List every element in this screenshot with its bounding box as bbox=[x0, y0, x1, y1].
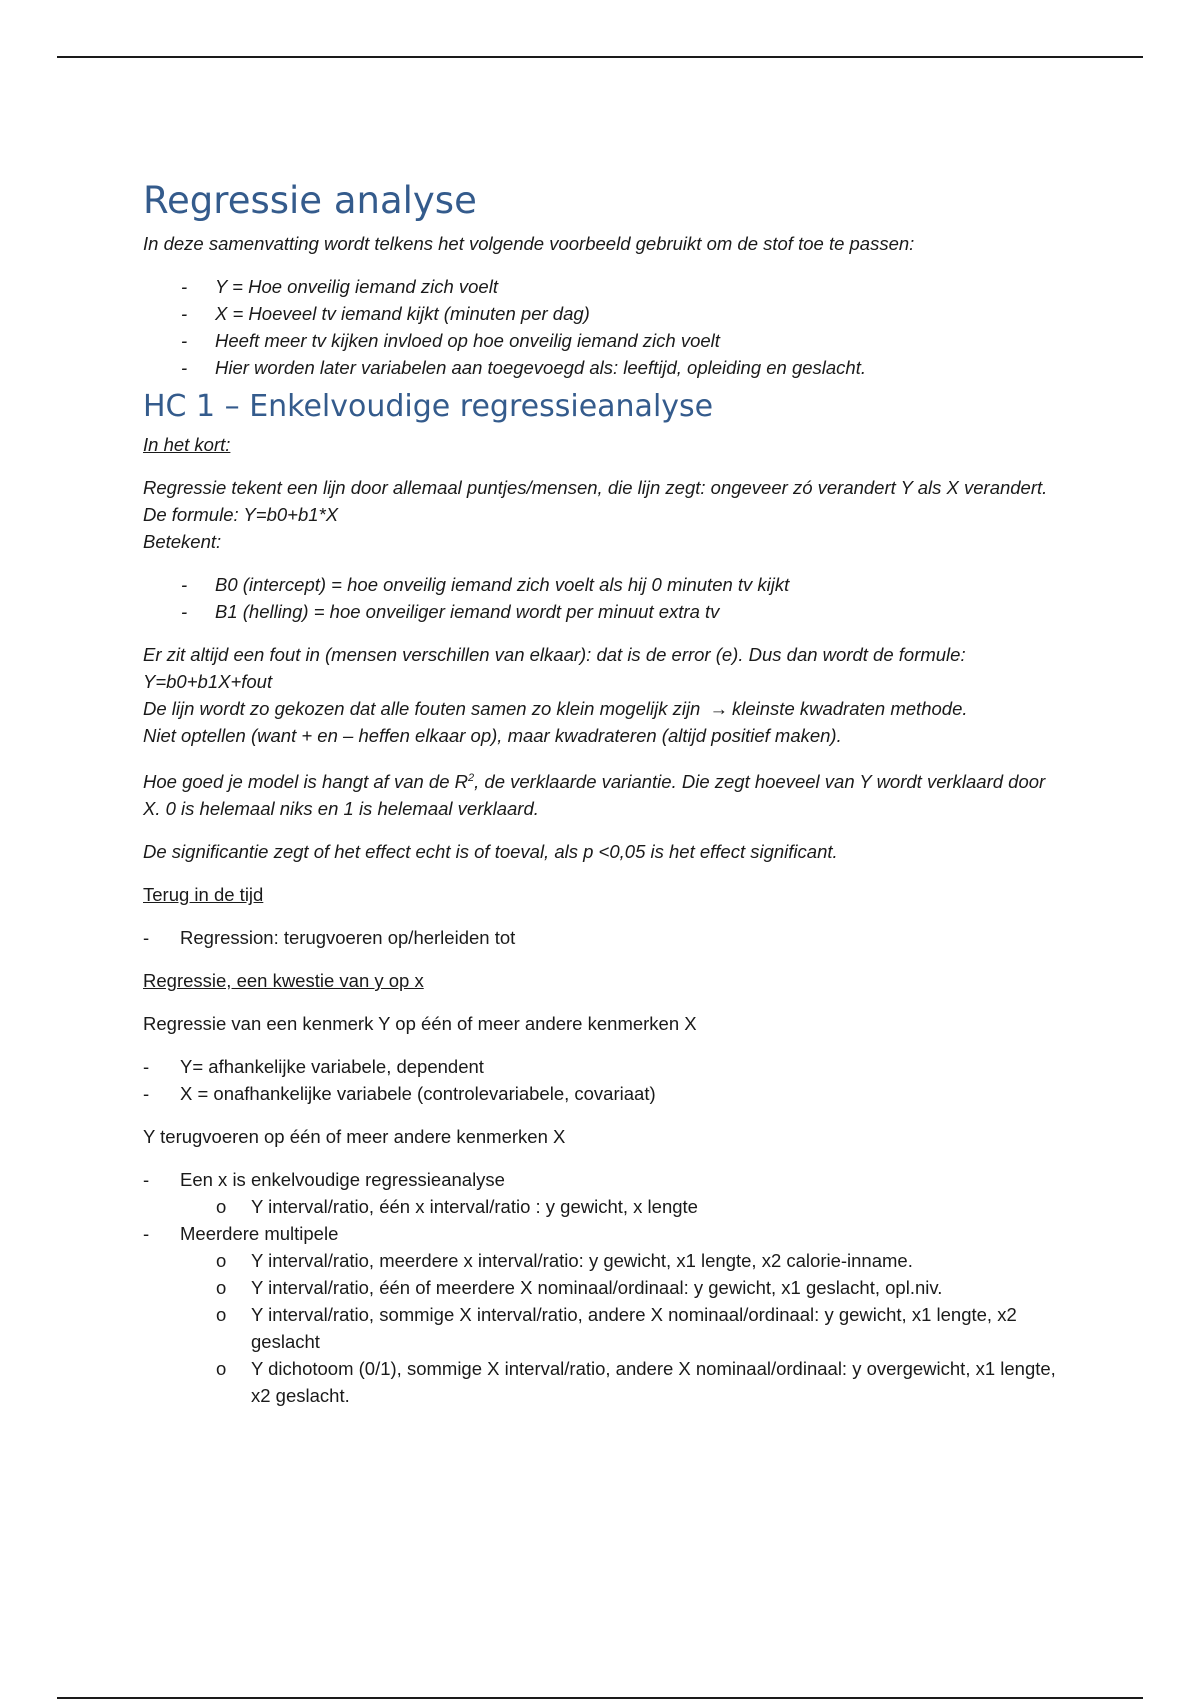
list-item: - Y= afhankelijke variabele, dependent bbox=[143, 1053, 1063, 1080]
arrow-right-icon: → bbox=[709, 698, 728, 719]
analysis-types-list-2 bbox=[143, 1220, 1063, 1247]
enkel-sublist bbox=[143, 1193, 1063, 1220]
footer-rule bbox=[57, 1697, 1143, 1699]
sub-list-item: o Y interval/ratio, één x interval/ratio : y gewicht, x lengte bbox=[143, 1193, 1063, 1220]
list-item: - B1 (helling) = hoe onveiliger iemand wordt per minuut extra tv bbox=[143, 598, 1063, 625]
header-rule bbox=[57, 56, 1143, 58]
list-item: - Regression: terugvoeren op/herleiden tot bbox=[143, 924, 1063, 951]
section-heading-hc1: HC 1 – Enkelvoudige regressieanalyse bbox=[143, 389, 714, 424]
terugvoeren-paragraph: Y terugvoeren op één of meer andere kenmerken X bbox=[143, 1126, 566, 1148]
list-item: - Meerdere multipele bbox=[143, 1220, 1063, 1247]
terug-list bbox=[143, 924, 1063, 951]
analysis-types-list bbox=[143, 1166, 1063, 1193]
error-formula: Y=b0+b1X+fout bbox=[143, 671, 273, 692]
document-page bbox=[143, 178, 1063, 1409]
kwestie-list bbox=[143, 1053, 1063, 1107]
example-list bbox=[143, 273, 1063, 381]
list-item: - Hier worden later variabelen aan toegevoegd als: leeftijd, opleiding en geslacht. bbox=[143, 354, 1063, 381]
list-item: - Y = Hoe onveilig iemand zich voelt bbox=[143, 273, 1063, 300]
kwestie-label: Regressie, een kwestie van y op x bbox=[143, 970, 424, 992]
terug-label: Terug in de tijd bbox=[143, 884, 264, 906]
multi-sublist bbox=[143, 1247, 1063, 1409]
intro-paragraph: In deze samenvatting wordt telkens het volgende voorbeeld gebruikt om de stof toe te passen: bbox=[143, 233, 915, 254]
sub-list-item: o Y interval/ratio, sommige X interval/ratio, andere X nominaal/ordinaal: y gewicht, x1 lengte, x2 geslacht bbox=[143, 1301, 1063, 1355]
betekent-list bbox=[143, 571, 1063, 625]
list-item: - Heeft meer tv kijken invloed op hoe onveilig iemand zich voelt bbox=[143, 327, 1063, 354]
betekent-label: Betekent: bbox=[143, 531, 222, 552]
kort-label: In het kort: bbox=[143, 434, 231, 455]
r-squared-paragraph: Hoe goed je model is hangt af van de $R^2$, de verklaarde variantie. Die zegt hoeveel van Y wordt verklaard door X. 0 is helemaal niks en 1 is helemaal verklaard. bbox=[143, 771, 1046, 820]
list-item: - B0 (intercept) = hoe onveilig iemand zich voelt als hij 0 minuten tv kijkt bbox=[143, 571, 1063, 598]
least-squares-line: De lijn wordt zo gekozen dat alle fouten samen zo klein mogelijk zijn → kleinste kwadraten methode. bbox=[143, 695, 1063, 722]
list-item: - Een x is enkelvoudige regressieanalyse bbox=[143, 1166, 1063, 1193]
kwestie-paragraph: Regressie van een kenmerk Y op één of meer andere kenmerken X bbox=[143, 1013, 697, 1035]
list-item: - X = Hoeveel tv iemand kijkt (minuten per dag) bbox=[143, 300, 1063, 327]
sub-list-item: o Y dichotoom (0/1), sommige X interval/ratio, andere X nominaal/ordinaal: y overgewicht, x1 lengte, x2 geslacht. bbox=[143, 1355, 1063, 1409]
sub-list-item: o Y interval/ratio, meerdere x interval/ratio: y gewicht, x1 lengte, x2 calorie-inname. bbox=[143, 1247, 1063, 1274]
significance-paragraph: De significantie zegt of het effect echt is of toeval, als p <0,05 is het effect significant. bbox=[143, 841, 838, 863]
document-title: Regressie analyse bbox=[143, 179, 477, 222]
list-item: - X = onafhankelijke variabele (controlevariabele, covariaat) bbox=[143, 1080, 1063, 1107]
sub-list-item: o Y interval/ratio, één of meerdere X nominaal/ordinaal: y gewicht, x1 geslacht, opl.niv. bbox=[143, 1274, 1063, 1301]
squaring-line: Niet optellen (want + en – heffen elkaar op), maar kwadrateren (altijd positief maken). bbox=[143, 725, 842, 746]
formula-line: De formule: Y=b0+b1*X bbox=[143, 504, 339, 525]
error-paragraph: Er zit altijd een fout in (mensen verschillen van elkaar): dat is de error (e). Dus dan wordt de formule: bbox=[143, 644, 966, 665]
kort-paragraph: Regressie tekent een lijn door allemaal puntjes/mensen, die lijn zegt: ongeveer zó verandert Y als X verandert. bbox=[143, 477, 1048, 498]
